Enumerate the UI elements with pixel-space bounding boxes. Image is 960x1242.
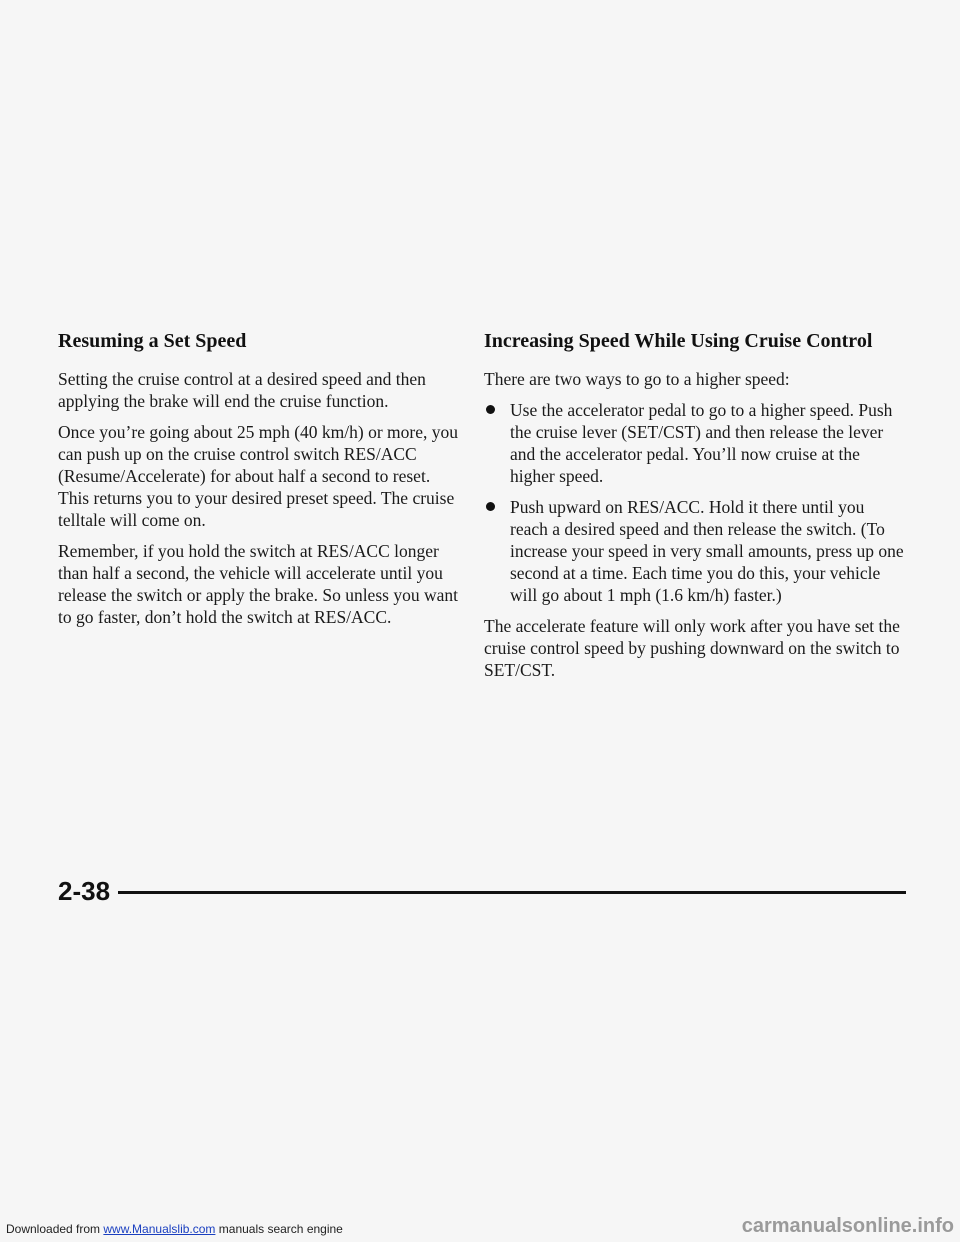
intro-paragraph: There are two ways to go to a higher speed: bbox=[484, 369, 790, 389]
footer-prefix: Downloaded from bbox=[6, 1222, 104, 1236]
footer-suffix: manuals search engine bbox=[215, 1222, 343, 1236]
list-item-text: Push upward on RES/ACC. Hold it there until you reach a desired speed and then release the switch. (To increase your speed in very small amounts, press up one second at a time. Each time you do this, your vehicle will go about 1 mph (1.6 km/h) faster.) bbox=[510, 497, 904, 605]
closing-paragraph: The accelerate feature will only work after you have set the cruise control speed by pushing downward on the switch to SET/CST. bbox=[484, 616, 900, 680]
section-heading-resuming: Resuming a Set Speed bbox=[58, 330, 247, 352]
paragraph: Remember, if you hold the switch at RES/ACC longer than half a second, the vehicle will accelerate until you release the switch or apply the brake. So unless you want to go faster, don’t hold the switch at RES/ACC. bbox=[58, 541, 458, 627]
download-footer bbox=[6, 1222, 343, 1236]
list-item-text: Use the accelerator pedal to go to a higher speed. Push the cruise lever (SET/CST) and then release the lever and the accelerator pedal. You’ll now cruise at the higher speed. bbox=[510, 400, 893, 486]
right-column bbox=[484, 330, 904, 690]
list-item bbox=[484, 399, 904, 487]
bullet-icon bbox=[486, 502, 495, 511]
list-item bbox=[484, 496, 904, 606]
left-column bbox=[58, 330, 458, 637]
section-heading-increasing: Increasing Speed While Using Cruise Control bbox=[484, 330, 873, 352]
page-number: 2-38 bbox=[58, 876, 111, 906]
manualslib-link[interactable]: www.Manualslib.com bbox=[103, 1222, 216, 1236]
paragraph: Once you’re going about 25 mph (40 km/h) or more, you can push up on the cruise control switch RES/ACC (Resume/Accelerate) for about half a second to reset. This returns you to your desired preset speed. The cruise telltale will come on. bbox=[58, 422, 458, 530]
bullet-list bbox=[484, 399, 904, 606]
paragraph: Setting the cruise control at a desired speed and then applying the brake will end the cruise function. bbox=[58, 369, 426, 411]
footer-rule bbox=[118, 891, 906, 894]
watermark: carmanualsonline.info bbox=[741, 1215, 954, 1237]
bullet-icon bbox=[486, 405, 495, 414]
